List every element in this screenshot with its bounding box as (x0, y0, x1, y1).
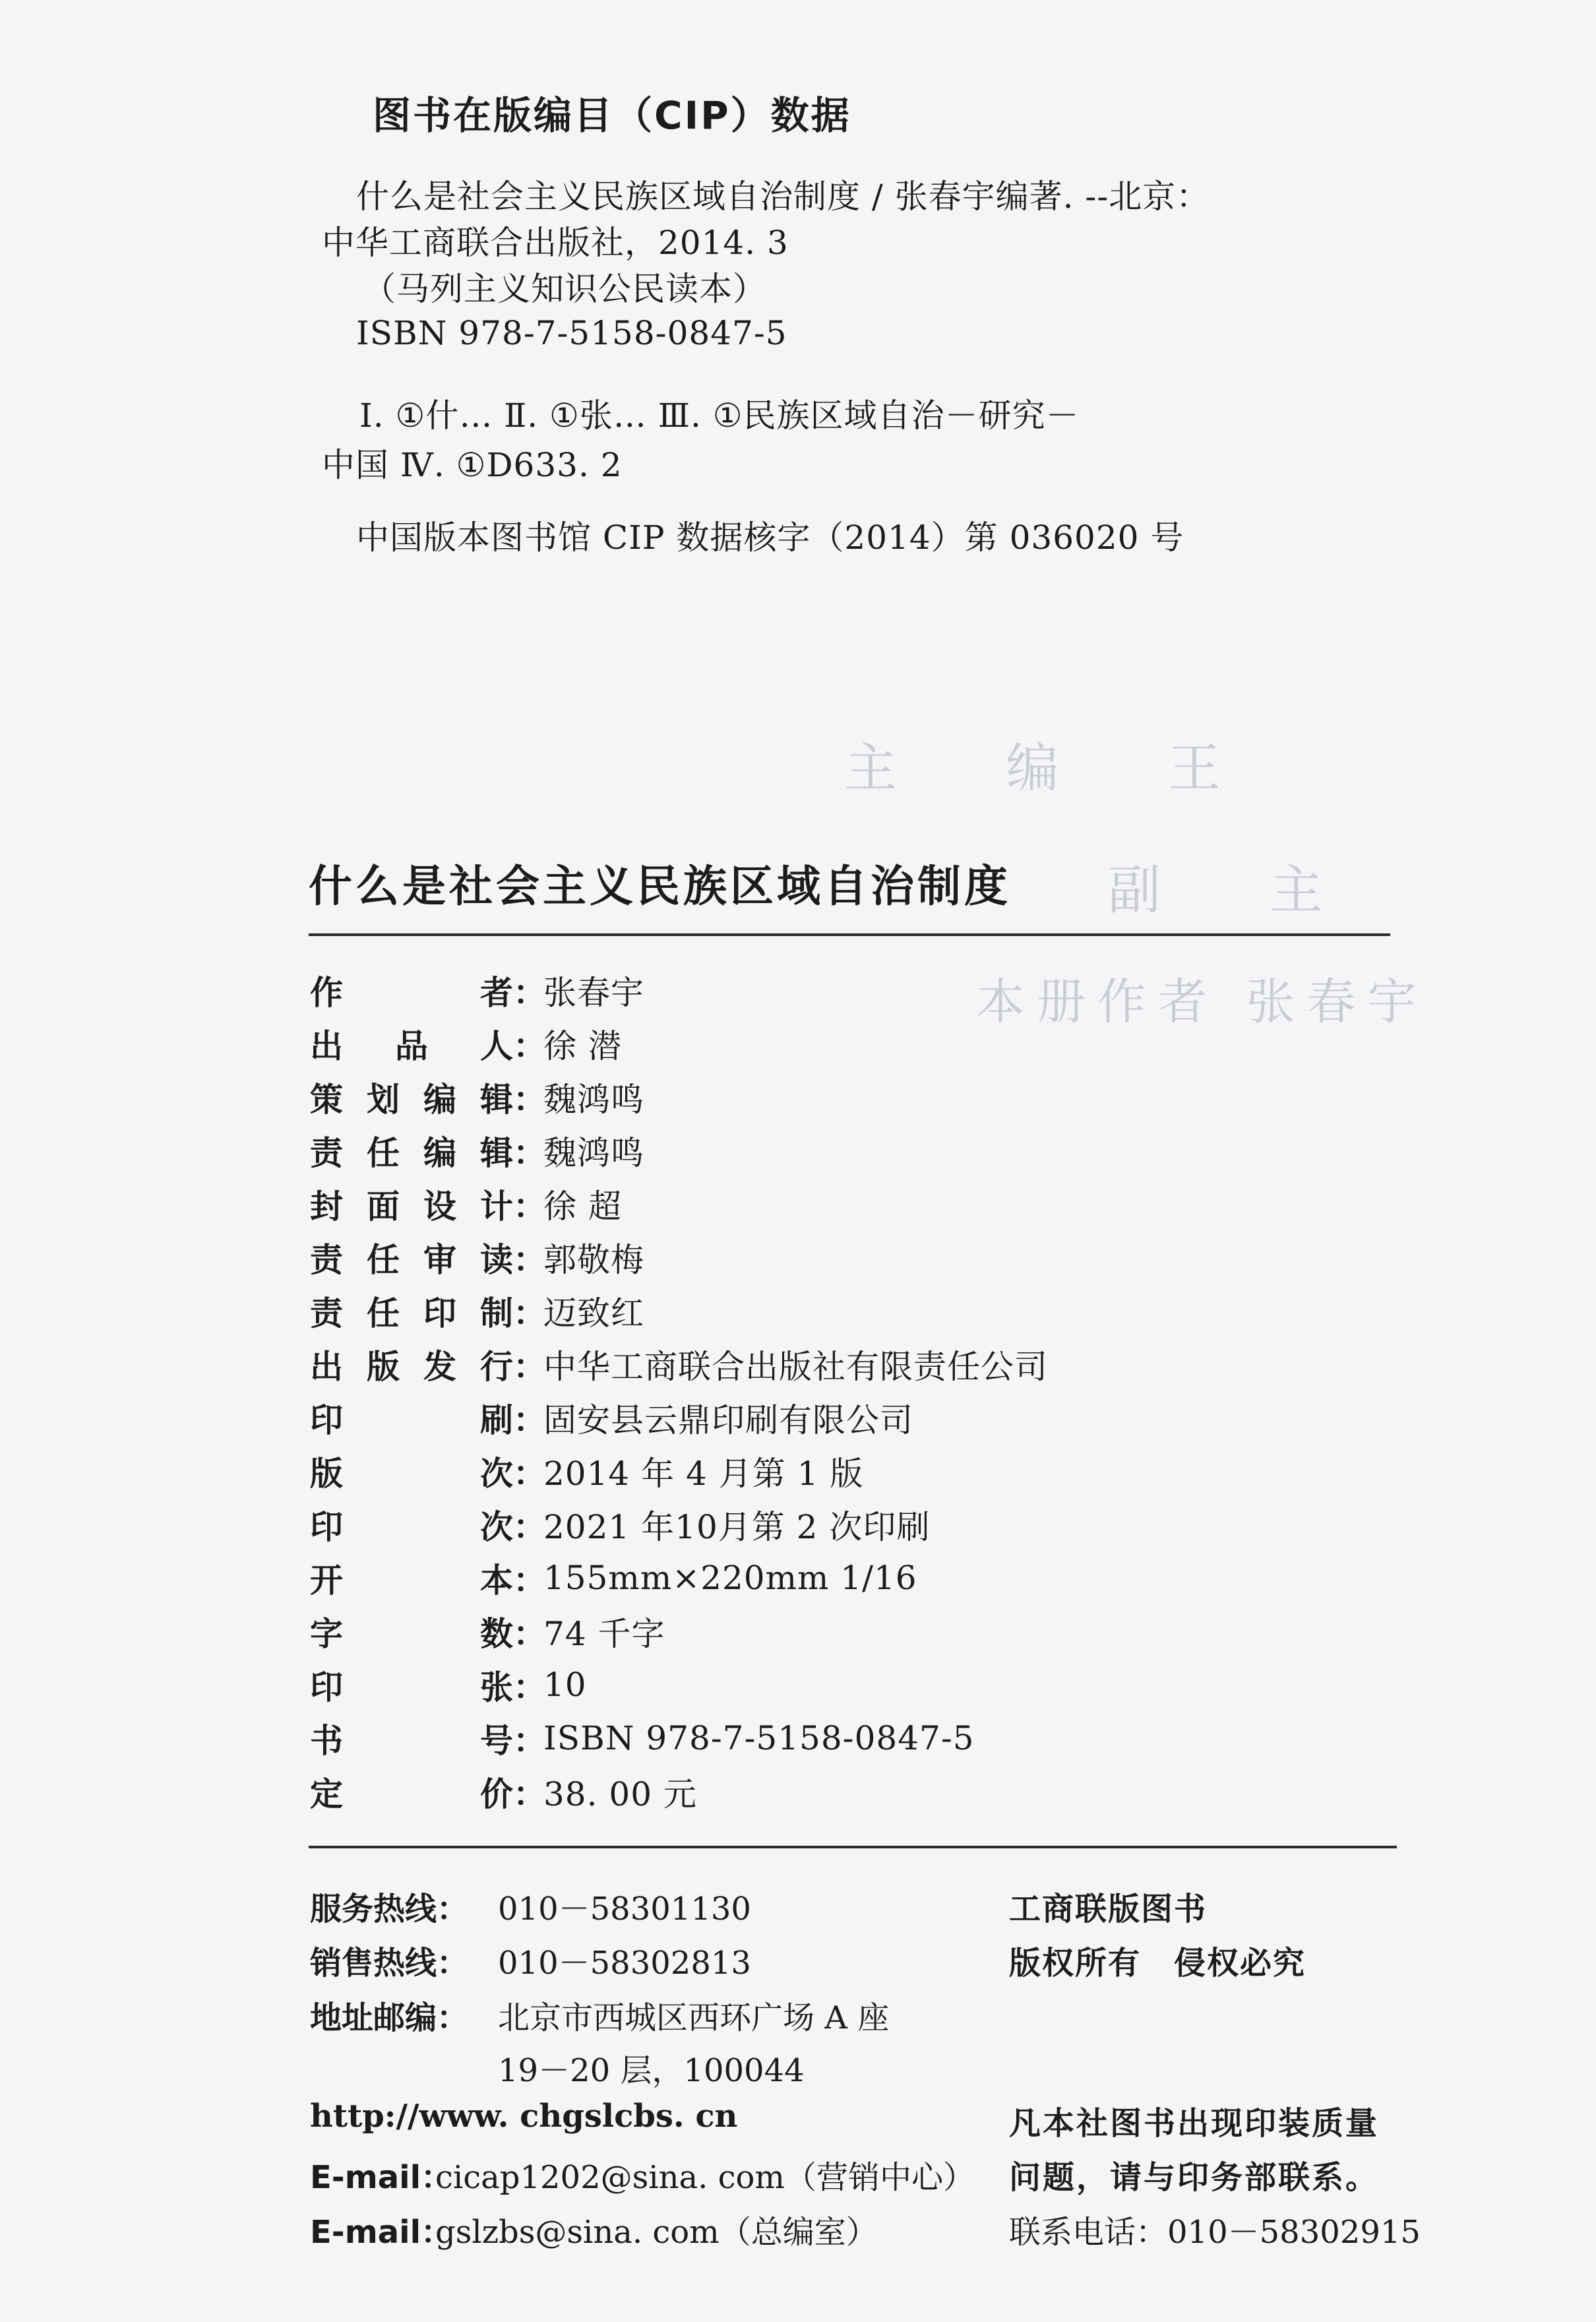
cip-line-4: ISBN 978-7-5158-0847-5 (356, 314, 787, 352)
credit-value: 155mm×220mm 1/16 (543, 1558, 917, 1597)
quality-notice-1: 凡本社图书出现印装质量 (1009, 2105, 1380, 2142)
credit-colon: ： (513, 1240, 546, 1279)
credit-colon: ： (513, 1614, 546, 1653)
credit-row (310, 1123, 1299, 1177)
credit-colon: ： (513, 1774, 546, 1813)
credit-label: 定 价 (310, 1774, 513, 1813)
service-hotline-value: 010－58301130 (498, 1891, 751, 1928)
credit-value: 魏鸿鸣 (543, 1133, 644, 1172)
credit-row (310, 1017, 1299, 1070)
credit-label: 印 张 (310, 1668, 513, 1707)
credit-row (310, 1177, 1299, 1230)
credit-label: 封 面 设 计 (310, 1187, 513, 1226)
credit-label: 责 任 编 辑 (310, 1133, 513, 1172)
credit-value: 徐 潜 (543, 1026, 622, 1065)
cip-line-6: 中国 Ⅳ. ①D633. 2 (322, 446, 623, 484)
publisher-brand: 工商联版图书 (1009, 1891, 1208, 1928)
top-divider (309, 933, 1390, 936)
credit-label: 策 划 编 辑 (310, 1080, 513, 1119)
credit-row (310, 1658, 1299, 1711)
email-2-label: E-mail： (310, 2214, 453, 2251)
credit-colon: ： (513, 1561, 546, 1600)
credit-label: 责 任 审 读 (310, 1240, 513, 1279)
credit-row (310, 1070, 1299, 1123)
credit-label: 印 次 (310, 1507, 513, 1546)
credit-value: 迈致红 (543, 1294, 644, 1333)
bleed-through-text-2: 副 主 (1108, 860, 1369, 921)
email-1-label: E-mail： (310, 2159, 453, 2196)
credit-value: 10 (543, 1665, 587, 1704)
credit-label: 版 次 (310, 1454, 513, 1493)
credit-value: 张春宇 (543, 973, 644, 1012)
credit-colon: ： (513, 1080, 546, 1119)
credit-label: 印 刷 (310, 1400, 513, 1439)
bleed-through-text-3: 本册作者 张春宇 (976, 974, 1428, 1030)
credits-table (310, 963, 1299, 1818)
credit-label: 责 任 印 制 (310, 1294, 513, 1333)
service-hotline-label: 服务热线： (310, 1891, 469, 1928)
credit-colon: ： (513, 1454, 546, 1493)
credit-colon: ： (513, 1294, 546, 1333)
cip-line-2: 中华工商联合出版社，2014. 3 (322, 224, 789, 262)
email-2-value[interactable]: gslzbs@sina. com（总编室） (435, 2214, 878, 2251)
cip-line-3: （马列主义知识公民读本） (363, 270, 766, 308)
credit-colon: ： (513, 1400, 546, 1439)
credit-row (310, 1444, 1299, 1497)
contact-phone: 联系电话：010－58302915 (1009, 2214, 1421, 2251)
credit-value: 2021 年10月第 2 次印刷 (543, 1507, 931, 1546)
credit-value: 38. 00 元 (543, 1774, 697, 1813)
credit-colon: ： (513, 1026, 546, 1065)
credit-colon: ： (513, 1668, 546, 1707)
address-line-1: 北京市西城区西环广场 A 座 (498, 1999, 890, 2036)
address-label: 地址邮编： (310, 1999, 469, 2036)
cip-line-1: 什么是社会主义民族区域自治制度 / 张春宇编著. --北京： (356, 177, 1210, 216)
credit-value: ISBN 978-7-5158-0847-5 (543, 1718, 975, 1757)
credit-row (310, 1284, 1299, 1337)
cip-heading: 图书在版编目（CIP）数据 (373, 93, 851, 138)
credit-row (310, 1497, 1299, 1551)
cip-line-5: Ⅰ. ①什… Ⅱ. ①张… Ⅲ. ①民族区域自治－研究－ (359, 396, 1080, 435)
sales-hotline-label: 销售热线： (310, 1945, 469, 1982)
credit-value: 固安县云鼎印刷有限公司 (543, 1400, 913, 1439)
credit-value: 郭敬梅 (543, 1240, 644, 1279)
credit-row (310, 1604, 1299, 1658)
credit-label: 出 版 发 行 (310, 1347, 513, 1386)
credit-label: 书 号 (310, 1721, 513, 1760)
credit-label: 出 品 人 (310, 1026, 513, 1065)
credit-colon: ： (513, 1507, 546, 1546)
credit-label: 作 者 (310, 973, 513, 1012)
credit-row (310, 1391, 1299, 1444)
address-line-2: 19－20 层，100044 (498, 2052, 805, 2089)
credit-value: 2014 年 4 月第 1 版 (543, 1454, 864, 1493)
credit-row (310, 963, 1299, 1017)
credit-colon: ： (513, 1133, 546, 1172)
website-link[interactable]: http://www. chgslcbs. cn (310, 2098, 738, 2135)
credit-row (310, 1230, 1299, 1284)
credit-colon: ： (513, 973, 546, 1012)
credit-label: 字 数 (310, 1614, 513, 1653)
credit-label: 开 本 (310, 1561, 513, 1600)
credit-row (310, 1551, 1299, 1604)
book-title: 什么是社会主义民族区域自治制度 (309, 861, 1011, 912)
credit-value: 74 千字 (543, 1614, 665, 1653)
bleed-through-text-1: 主 编 王 (844, 737, 1267, 799)
copyright-notice: 版权所有 侵权必究 (1009, 1945, 1306, 1982)
credit-value: 徐 超 (543, 1187, 622, 1226)
email-1-value[interactable]: cicap1202@sina. com（营销中心） (435, 2159, 975, 2196)
cip-line-7: 中国版本图书馆 CIP 数据核字（2014）第 036020 号 (356, 518, 1184, 557)
credit-row (310, 1765, 1299, 1818)
credit-value: 魏鸿鸣 (543, 1080, 644, 1119)
credit-colon: ： (513, 1721, 546, 1760)
credit-row (310, 1337, 1299, 1391)
credit-colon: ： (513, 1347, 546, 1386)
credit-value: 中华工商联合出版社有限责任公司 (543, 1347, 1048, 1386)
credit-row (310, 1711, 1299, 1765)
bottom-divider (309, 1846, 1397, 1848)
credit-colon: ： (513, 1187, 546, 1226)
sales-hotline-value: 010－58302813 (498, 1945, 751, 1982)
quality-notice-2: 问题，请与印务部联系。 (1009, 2159, 1380, 2196)
